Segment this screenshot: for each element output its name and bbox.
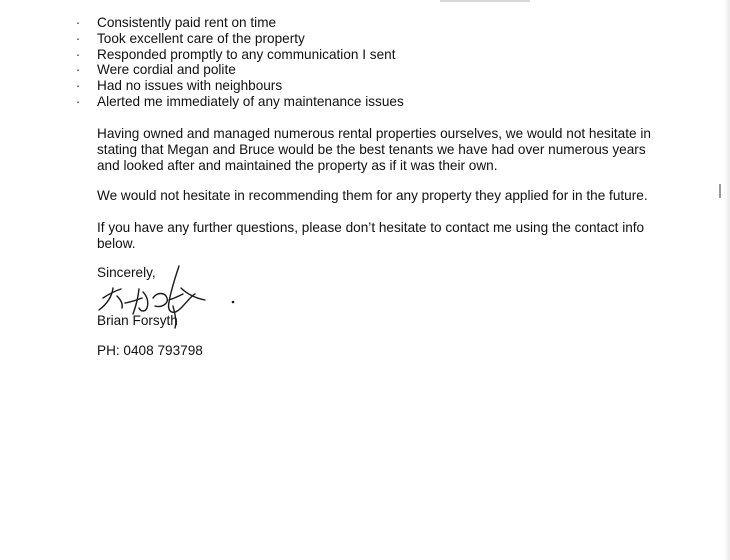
page-edge-mark [719,184,721,198]
closing-salutation: Sincerely, [97,265,156,280]
bullet-marker: · [75,15,81,30]
list-item-text: Were cordial and polite [97,62,236,78]
list-item [74,15,404,31]
page-edge-shadow [724,0,730,560]
list-item-text: Alerted me immediately of any maintenance issues [97,93,404,109]
list-item-text: Consistently paid rent on time [97,15,277,30]
bullet-marker: · [75,30,81,46]
list-item [74,78,404,94]
list-item-text: Took excellent care of the property [97,30,305,46]
list-item-text: Responded promptly to any communication I sent [97,46,396,62]
page-edge-mark [440,0,530,2]
list-item [74,94,404,110]
list-item [74,47,404,63]
recommendation-paragraph: Having owned and managed numerous rental properties ourselves, we would not hesitate in stating that Megan and Bruce would be the best tenants we have had over numerous years and looked after and maintained the property as if it was their own. [97,126,651,173]
list-item-text: Had no issues with neighbours [97,78,283,94]
recommendation-paragraph: We would not hesitate in recommending them for any property they applied for in the future. [97,188,648,203]
list-item [74,31,404,47]
bullet-marker: · [75,78,81,94]
list-item [74,62,404,78]
bullet-marker: · [75,93,81,109]
contact-phone: PH: 0408 793798 [97,343,203,358]
signatory-name: Brian Forsyth [97,313,178,328]
contact-paragraph: If you have any further questions, please don’t hesitate to contact me using the contact info below. [97,220,645,251]
bullet-marker: · [75,46,81,62]
tenant-qualities-list [74,15,404,110]
bullet-marker: · [75,62,81,78]
